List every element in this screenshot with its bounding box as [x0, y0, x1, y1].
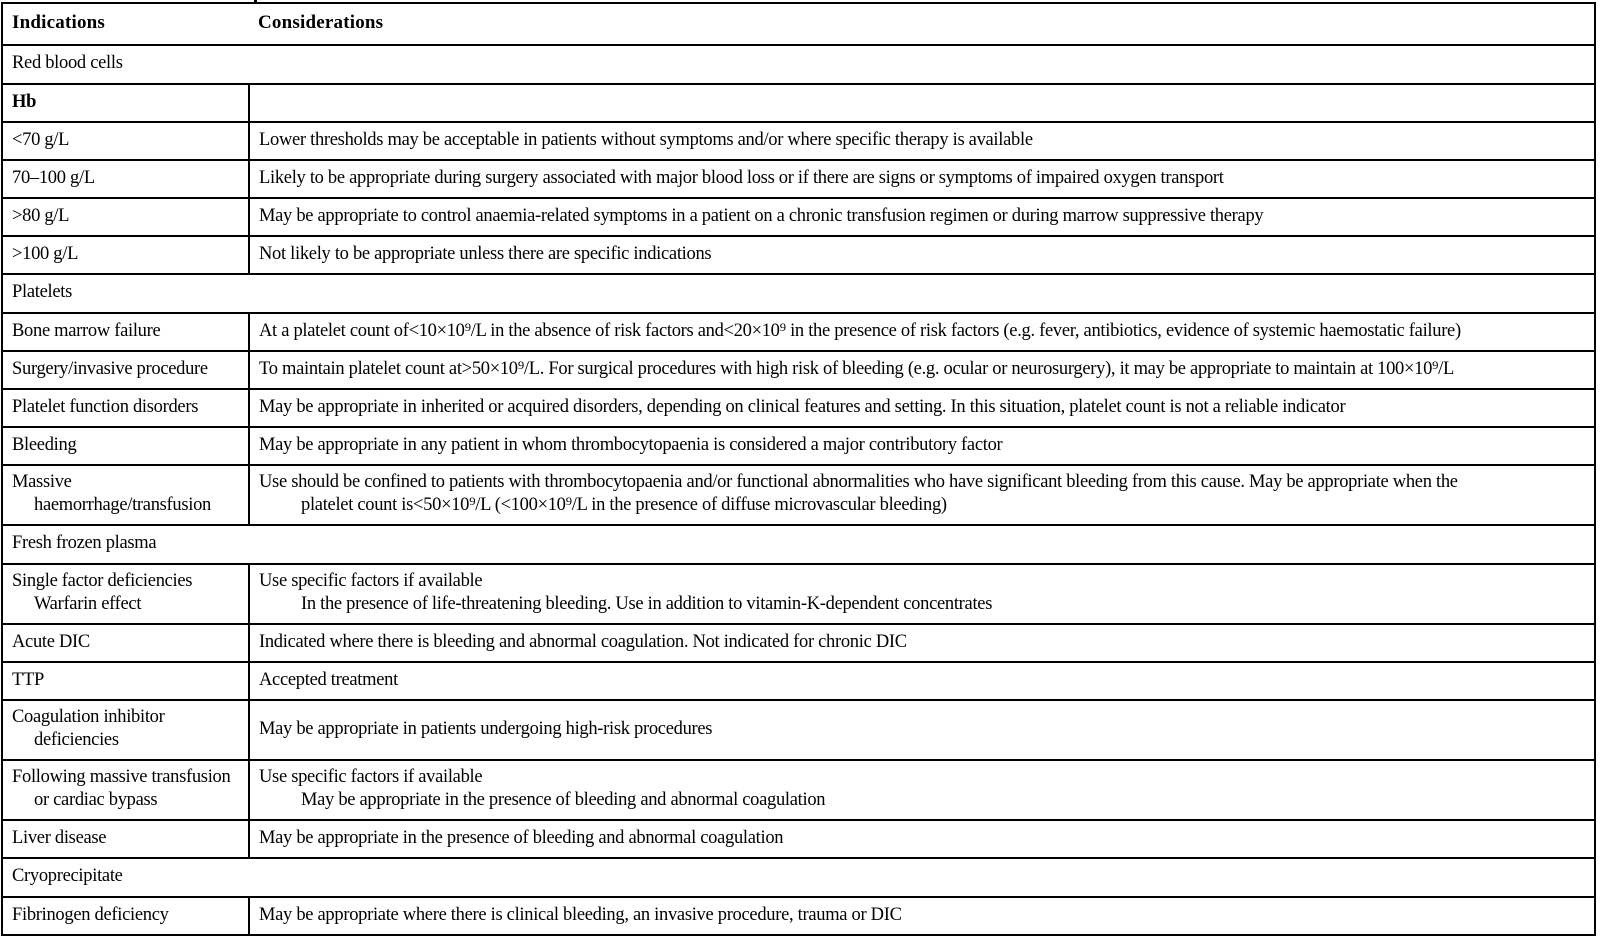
consideration-text: May be appropriate in the presence of bleeding and abnormal coagulation: [259, 827, 784, 848]
table-row: [2, 236, 1595, 274]
indication-cell: [2, 624, 249, 662]
indication-cell: [2, 760, 249, 820]
indication-cell: [2, 236, 249, 274]
consideration-cell: [249, 313, 1595, 351]
indication-text-line2: deficiencies: [34, 730, 119, 750]
consideration-text: To maintain platelet count at>50×10⁹/L. For surgical procedures with high risk of bleeding (e.g. ocular or neurosurgery), it may be appropriate to maintain at 100×10⁹/L: [259, 358, 1455, 379]
table-row: [2, 351, 1595, 389]
consideration-cell: [249, 897, 1595, 935]
indication-cell: [2, 820, 249, 858]
section-label: Fresh frozen plasma: [2, 525, 1595, 564]
table-row: [2, 897, 1595, 935]
table-row: [2, 820, 1595, 858]
indication-cell: [2, 160, 249, 198]
empty-cell: [249, 84, 1595, 122]
section-row-platelets: [2, 274, 1595, 313]
consideration-text-line2: May be appropriate in the presence of bleeding and abnormal coagulation: [301, 790, 826, 810]
consideration-cell: [249, 820, 1595, 858]
column-header-considerations: Considerations: [249, 3, 1595, 45]
consideration-text: Use specific factors if available: [259, 767, 483, 787]
indication-text: Massive: [12, 472, 72, 492]
indication-text: 70–100 g/L: [12, 167, 95, 188]
consideration-cell: [249, 760, 1595, 820]
indication-text: Acute DIC: [12, 631, 90, 652]
consideration-text: Use specific factors if available: [259, 571, 483, 591]
indication-text-line2: haemorrhage/transfusion: [34, 495, 212, 515]
section-label: Cryoprecipitate: [2, 858, 1595, 897]
indication-text: TTP: [12, 669, 44, 690]
table-row: [2, 198, 1595, 236]
table-header-row: [2, 3, 1595, 45]
indication-cell: [2, 122, 249, 160]
indication-text-line2: Warfarin effect: [34, 594, 142, 614]
indication-text: Single factor deficiencies: [12, 571, 193, 591]
consideration-text: At a platelet count of<10×10⁹/L in the absence of risk factors and<20×10⁹ in the presence of risk factors (e.g. fever, antibiotics, evidence of systemic haemostatic failure): [259, 320, 1461, 341]
consideration-cell: [249, 198, 1595, 236]
consideration-cell: [249, 236, 1595, 274]
consideration-cell: [249, 160, 1595, 198]
consideration-text: Likely to be appropriate during surgery associated with major blood loss or if there are signs or symptoms of impaired oxygen transport: [259, 167, 1224, 188]
column-header-indications: Indications: [2, 3, 249, 45]
consideration-cell: [249, 564, 1595, 624]
indication-cell: [2, 564, 249, 624]
consideration-text: Lower thresholds may be acceptable in patients without symptoms and/or where specific therapy is available: [259, 129, 1033, 150]
section-label: Platelets: [2, 274, 1595, 313]
section-row-cryoprecipitate: [2, 858, 1595, 897]
indication-cell: [2, 700, 249, 760]
indications-table: [1, 2, 1596, 936]
consideration-cell: [249, 700, 1595, 760]
consideration-text: Use should be confined to patients with thrombocytopaenia and/or functional abnormalities who have significant bleeding from this cause. May be appropriate when the: [259, 472, 1458, 492]
consideration-cell: [249, 427, 1595, 465]
indication-text: Bleeding: [12, 434, 77, 455]
indication-text: Coagulation inhibitor: [12, 707, 165, 727]
table-row: [2, 760, 1595, 820]
indication-cell: [2, 351, 249, 389]
consideration-text: May be appropriate to control anaemia-related symptoms in a patient on a chronic transfusion regimen or during marrow suppressive therapy: [259, 205, 1264, 226]
table-row: [2, 700, 1595, 760]
indication-cell: [2, 198, 249, 236]
indication-cell: [2, 389, 249, 427]
table-row: [2, 313, 1595, 351]
consideration-text: May be appropriate in any patient in whom thrombocytopaenia is considered a major contributory factor: [259, 434, 1003, 455]
table-row: [2, 427, 1595, 465]
indication-text: Fibrinogen deficiency: [12, 904, 169, 925]
table-row: [2, 564, 1595, 624]
indication-cell: [2, 313, 249, 351]
consideration-cell: [249, 389, 1595, 427]
table-row: [2, 465, 1595, 525]
indication-cell: [2, 662, 249, 700]
subheader-label: Hb: [2, 84, 249, 122]
indication-text: >100 g/L: [12, 243, 79, 264]
indication-text: Surgery/invasive procedure: [12, 358, 208, 379]
consideration-text: Indicated where there is bleeding and abnormal coagulation. Not indicated for chronic DIC: [259, 631, 907, 652]
consideration-text-line2: In the presence of life-threatening bleeding. Use in addition to vitamin-K-dependent concentrates: [301, 594, 993, 614]
subheader-row-hb: [2, 84, 1595, 122]
consideration-cell: [249, 624, 1595, 662]
consideration-text-line2: platelet count is<50×10⁹/L (<100×10⁹/L in the presence of diffuse microvascular bleeding): [301, 495, 947, 515]
table-row: [2, 160, 1595, 198]
table-row: [2, 122, 1595, 160]
table-row: [2, 662, 1595, 700]
indication-cell: [2, 897, 249, 935]
consideration-text: Accepted treatment: [259, 669, 398, 690]
indication-text: Liver disease: [12, 827, 107, 848]
consideration-cell: [249, 351, 1595, 389]
table-row: [2, 624, 1595, 662]
consideration-text: Not likely to be appropriate unless there are specific indications: [259, 243, 712, 264]
section-row-red-blood-cells: [2, 45, 1595, 84]
indication-text-line2: or cardiac bypass: [34, 790, 158, 810]
indication-text: Platelet function disorders: [12, 396, 199, 417]
indication-text: <70 g/L: [12, 129, 70, 150]
consideration-text: May be appropriate in patients undergoing high-risk procedures: [259, 718, 713, 739]
indication-text: Following massive transfusion: [12, 767, 231, 787]
indication-text: >80 g/L: [12, 205, 70, 226]
section-label: Red blood cells: [2, 45, 1595, 84]
consideration-cell: [249, 662, 1595, 700]
table-row: [2, 389, 1595, 427]
indication-cell: [2, 427, 249, 465]
indication-cell: [2, 465, 249, 525]
consideration-text: May be appropriate in inherited or acquired disorders, depending on clinical features and setting. In this situation, platelet count is not a reliable indicator: [259, 396, 1346, 417]
section-row-fresh-frozen-plasma: [2, 525, 1595, 564]
consideration-cell: [249, 465, 1595, 525]
consideration-cell: [249, 122, 1595, 160]
indication-text: Bone marrow failure: [12, 320, 161, 341]
consideration-text: May be appropriate where there is clinical bleeding, an invasive procedure, trauma or DIC: [259, 904, 902, 925]
